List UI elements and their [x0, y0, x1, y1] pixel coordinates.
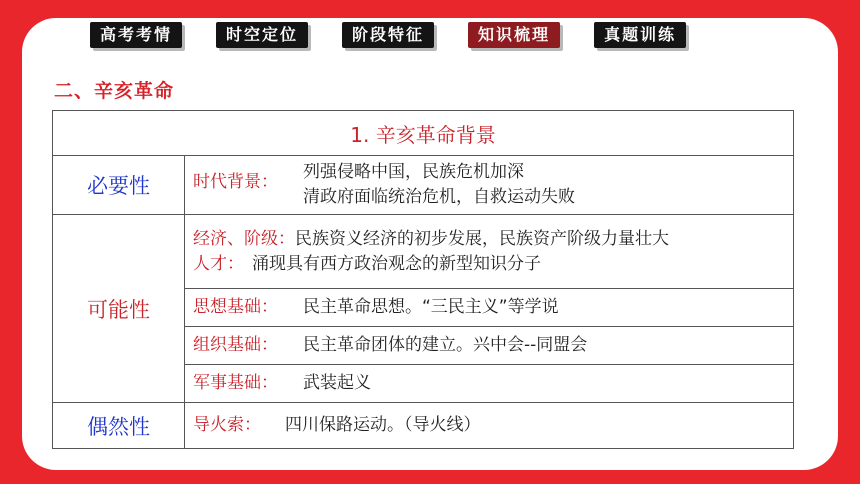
category-possibility: 可能性	[53, 215, 185, 403]
text-talent: 涌现具有西方政治观念的新型知识分子	[252, 253, 541, 274]
text-line: 列强侵略中国，民族危机加深	[303, 162, 524, 182]
table-row-chance	[53, 403, 794, 449]
top-nav	[90, 22, 686, 48]
table-row-economy	[53, 215, 794, 289]
category-necessity: 必要性	[53, 156, 185, 215]
text-trigger: 四川保路运动。（导火线）	[285, 415, 481, 435]
text-military: 武装起义	[303, 373, 371, 393]
label-military: 军事基础：	[193, 373, 278, 393]
cell-military	[185, 365, 794, 403]
tab-stage-features[interactable]: 阶段特征	[342, 22, 434, 48]
tab-exam-trends[interactable]: 高考考情	[90, 22, 182, 48]
label-organization: 组织基础：	[193, 335, 278, 355]
text-thought: 民主革命思想。“三民主义”等学说	[303, 297, 559, 317]
table-header: 1. 辛亥革命背景	[53, 111, 794, 156]
cell-era-background	[185, 156, 794, 215]
text-organization: 民主革命团体的建立。兴中会--同盟会	[303, 335, 588, 355]
label-era-background: 时代背景：	[193, 172, 278, 192]
label-thought: 思想基础：	[193, 297, 278, 317]
tab-exam-practice[interactable]: 真题训练	[594, 22, 686, 48]
background-table	[52, 110, 794, 449]
text-economy: 民族资义经济的初步发展，民族资产阶级力量壮大	[295, 228, 669, 249]
cell-thought	[185, 289, 794, 327]
section-title: 二、辛亥革命	[54, 80, 175, 102]
cell-trigger	[185, 403, 794, 449]
label-trigger: 导火索：	[193, 415, 261, 435]
table-header-row	[53, 111, 794, 156]
label-economy-class: 经济、阶级：	[193, 228, 295, 249]
tab-time-space[interactable]: 时空定位	[216, 22, 308, 48]
cell-economy-talent	[185, 215, 794, 289]
category-chance: 偶然性	[53, 403, 185, 449]
table-row-necessity	[53, 156, 794, 215]
cell-organization	[185, 327, 794, 365]
tab-knowledge-review[interactable]: 知识梳理	[468, 22, 560, 48]
label-talent: 人才：	[193, 253, 244, 274]
text-line: 清政府面临统治危机，自救运动失败	[303, 187, 575, 207]
